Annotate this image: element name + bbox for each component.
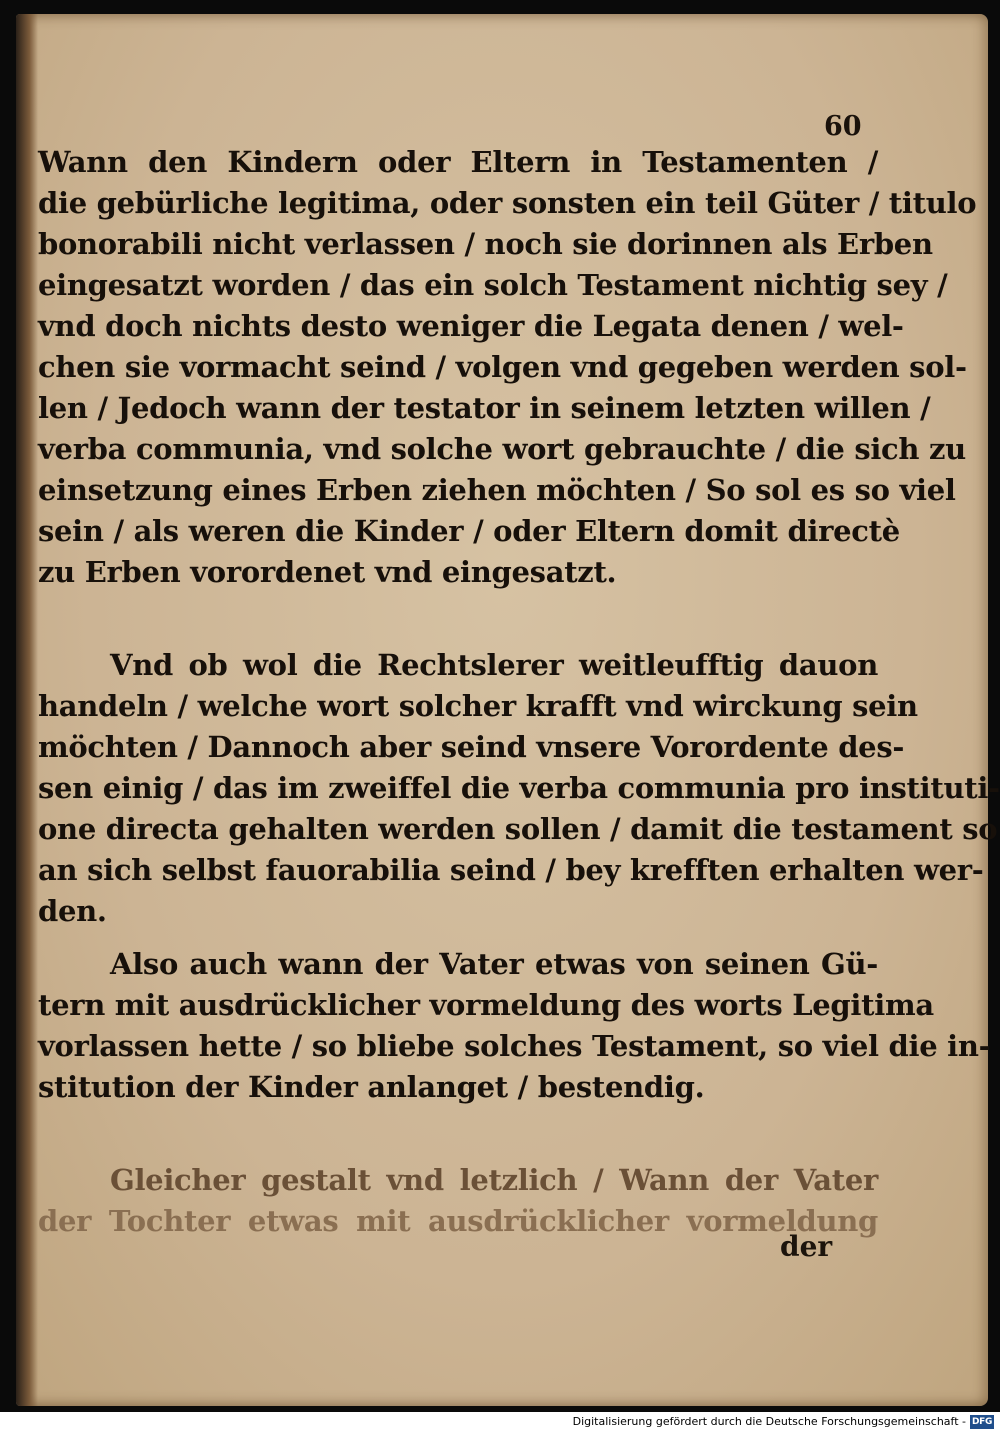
text-line: die gebürliche legitima, oder sonsten ein teil Güter / titulo — [38, 186, 977, 220]
text-line: möchten / Dannoch aber seind vnsere Vorordente des- — [38, 730, 905, 764]
text-line: tern mit ausdrücklicher vormeldung des worts Legitima — [38, 988, 934, 1022]
text-line: den. — [38, 894, 107, 928]
text-line: an sich selbst fauorabilia seind / bey krefften erhalten wer- — [38, 853, 984, 887]
text-line: verba communia, vnd solche wort gebrauchte / die sich zu — [38, 432, 966, 466]
text-line: eingesatzt worden / das ein solch Testament nichtig sey / — [38, 268, 948, 302]
text-line: chen sie vormacht seind / volgen vnd gegeben werden sol- — [38, 350, 967, 384]
page-body — [38, 142, 1000, 1242]
text-line: Gleicher gestalt vnd letzlich / Wann der Vater — [110, 1163, 878, 1197]
text-line: zu Erben vorordenet vnd eingesatzt. — [38, 555, 617, 589]
text-line: bonorabili nicht verlassen / noch sie dorinnen als Erben — [38, 227, 933, 261]
text-line: der Tochter etwas mit ausdrücklicher vormeldung — [38, 1204, 878, 1238]
paragraph-3 — [38, 944, 991, 1108]
text-line: Wann den Kindern oder Eltern in Testamenten / — [38, 145, 878, 179]
text-line: Vnd ob wol die Rechtslerer weitleufftig dauon — [110, 648, 878, 682]
paragraph-1 — [38, 142, 977, 593]
book-page — [16, 14, 1000, 1406]
text-line: sen einig / das im zweiffel die verba communia pro instituti- — [38, 771, 1000, 805]
funding-notice: Digitalisierung gefördert durch die Deutsche Forschungsgemeinschaft - — [572, 1415, 966, 1428]
text-line: stitution der Kinder anlanget / bestendig. — [38, 1070, 705, 1104]
dfg-logo: DFG — [971, 1417, 993, 1427]
text-line: Also auch wann der Vater etwas von seinen Gü- — [110, 947, 878, 981]
text-line: len / Jedoch wann der testator in seinem letzten willen / — [38, 391, 931, 425]
text-line: einsetzung eines Erben ziehen möchten / So sol es so viel — [38, 473, 956, 507]
text-line: handeln / welche wort solcher krafft vnd wirckung sein — [38, 689, 918, 723]
text-line: vnd doch nichts desto weniger die Legata denen / wel- — [38, 309, 904, 343]
paragraph-4 — [38, 1160, 878, 1242]
page-gutter-shadow — [16, 14, 38, 1406]
text-line: vorlassen hette / so bliebe solches Testament, so viel die in- — [38, 1029, 991, 1063]
catchword: der — [780, 1230, 833, 1263]
page-number: 60 — [824, 111, 862, 142]
footer-bar — [0, 1412, 1000, 1432]
text-line: one directa gehalten werden sollen / damit die testament so — [38, 812, 998, 846]
text-line: sein / als weren die Kinder / oder Eltern domit directè — [38, 514, 900, 548]
paragraph-2 — [38, 645, 1000, 932]
